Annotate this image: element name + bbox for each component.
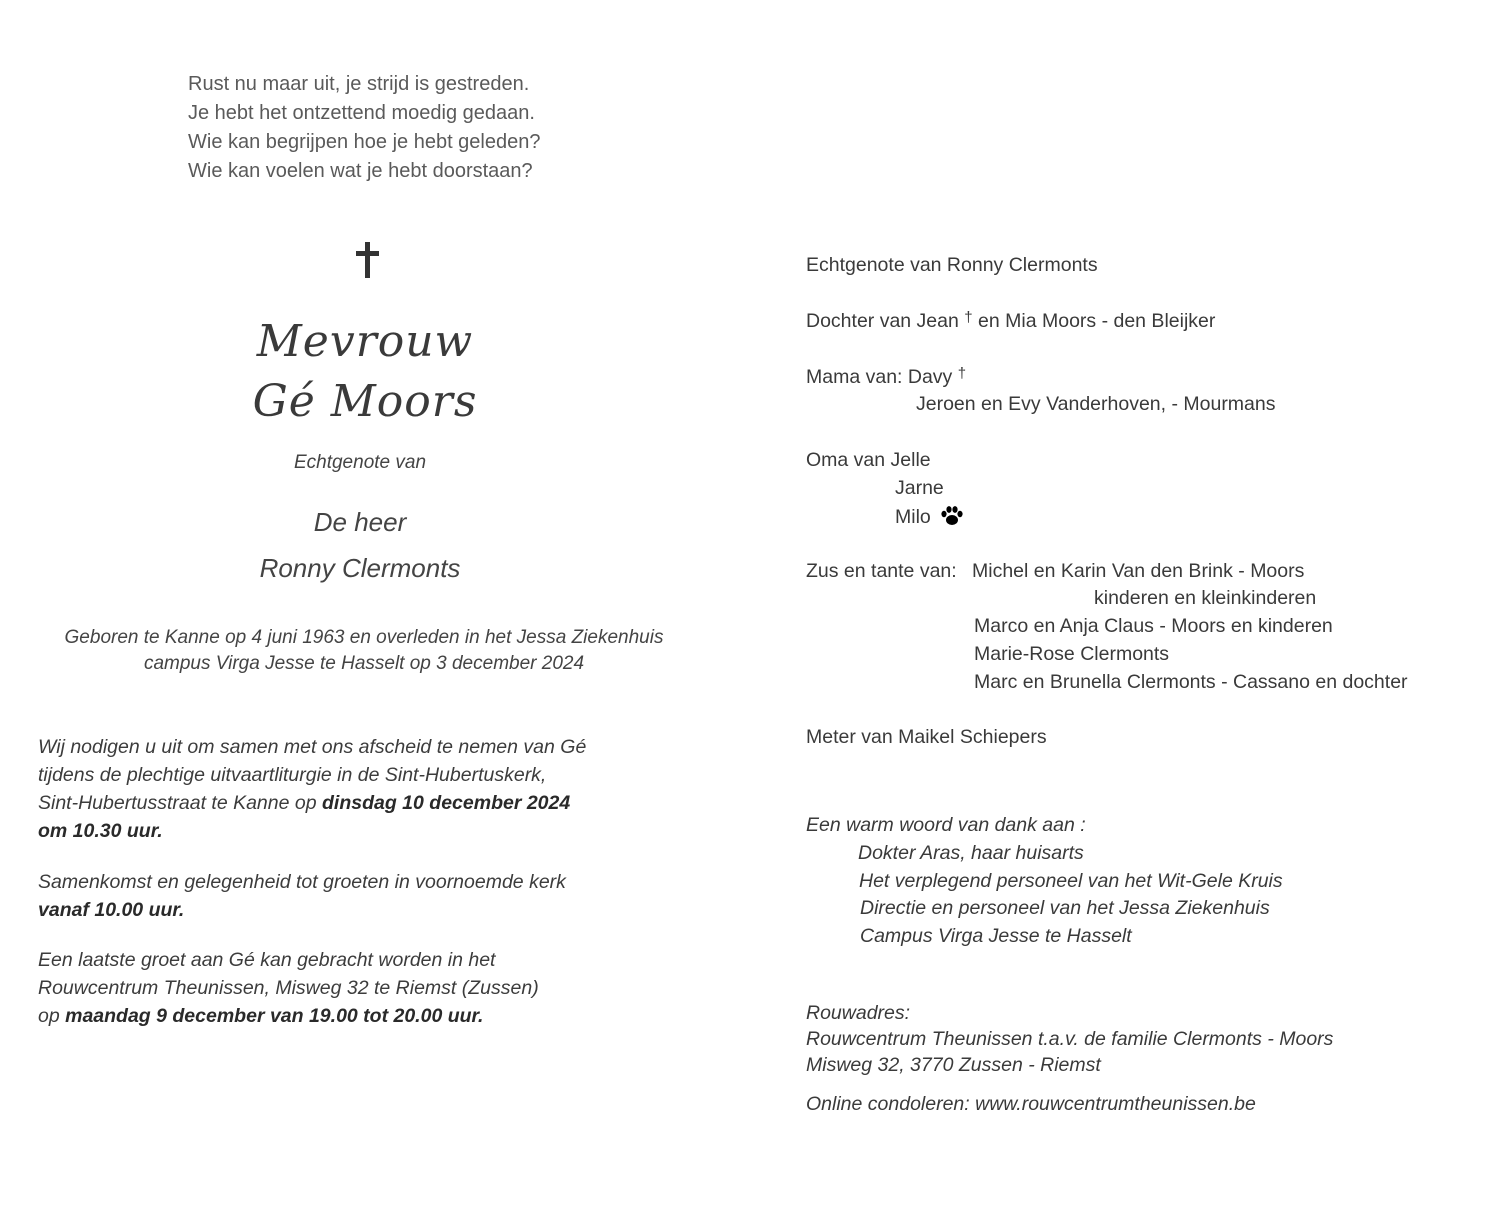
online-condolence-link[interactable]: Online condoleren: www.rouwcentrumtheunissen.be	[806, 1093, 1256, 1115]
spouse-label: Echtgenote van	[293, 452, 427, 473]
thanks-title: Een warm woord van dank aan :	[806, 814, 1086, 836]
thanks-item: Directie en personeel van het Jessa Ziekenhuis	[860, 897, 1270, 919]
viewing-line: Een laatste groet aan Gé kan gebracht worden in het	[38, 949, 496, 971]
birth-death-info	[36, 625, 692, 677]
zus-line: Michel en Karin Van den Brink - Moors	[972, 560, 1305, 582]
godmother-line: Meter van Maikel Schiepers	[806, 726, 1047, 748]
thanks-item: Het verplegend personeel van het Wit-Gele Kruis	[859, 870, 1283, 892]
poem	[188, 70, 540, 186]
dagger-icon: †	[957, 365, 967, 382]
thanks-item: Campus Virga Jesse te Hasselt	[860, 925, 1132, 947]
invitation-text: Sint-Hubertusstraat te Kanne op	[38, 792, 322, 814]
mama-text: Mama van: Davy	[806, 366, 953, 388]
gathering-info	[38, 868, 566, 924]
funeral-invitation	[38, 733, 586, 845]
invitation-line: tijdens de plechtige uitvaartliturgie in de Sint-Hubertuskerk,	[38, 764, 547, 786]
gathering-line: Samenkomst en gelegenheid tot groeten in voornoemde kerk	[38, 871, 566, 893]
funeral-time: om 10.30 uur.	[38, 820, 163, 842]
viewing-info	[38, 946, 539, 1030]
viewing-line	[38, 1002, 539, 1030]
oma-grandchild: Jarne	[895, 477, 944, 499]
born-line: campus Virga Jesse te Hasselt op 3 december 2024	[143, 653, 585, 674]
mama-of-line-2: Jeroen en Evy Vanderhoven, - Mourmans	[916, 393, 1276, 415]
deceased-title: Mevrouw	[256, 316, 474, 367]
mama-of-line	[806, 365, 966, 389]
zus-line: Marie-Rose Clermonts	[974, 643, 1170, 665]
address-line: Rouwcentrum Theunissen t.a.v. de familie Clermonts - Moors	[806, 1028, 1334, 1050]
oma-grandchild-pet	[895, 505, 964, 533]
spouse-name: Ronny Clermonts	[259, 553, 461, 583]
viewing-line: Rouwcentrum Theunissen, Misweg 32 te Riemst (Zussen)	[38, 977, 539, 999]
poem-line: Wie kan voelen wat je hebt doorstaan?	[188, 160, 533, 182]
zus-line: Marc en Brunella Clermonts - Cassano en dochter	[974, 671, 1408, 693]
pet-name: Milo	[895, 506, 931, 528]
poem-line: Wie kan begrijpen hoe je hebt geleden?	[188, 131, 541, 153]
oma-of-line: Oma van Jelle	[806, 449, 931, 471]
zus-line: kinderen en kleinkinderen	[1094, 587, 1317, 609]
viewing-text: op	[38, 1005, 66, 1027]
cross-icon	[353, 238, 383, 282]
dagger-icon: †	[964, 309, 973, 326]
born-line: Geboren te Kanne op 4 juni 1963 en overleden in het Jessa Ziekenhuis	[64, 627, 664, 648]
invitation-line	[38, 817, 586, 845]
address-line: Misweg 32, 3770 Zussen - Riemst	[806, 1054, 1101, 1076]
poem-line: Rust nu maar uit, je strijd is gestreden.	[188, 73, 530, 95]
zus-line: Marco en Anja Claus - Moors en kinderen	[974, 615, 1333, 637]
spouse-of-line: Echtgenote van Ronny Clermonts	[806, 254, 1098, 276]
invitation-line: Wij nodigen u uit om samen met ons afscheid te nemen van Gé	[38, 736, 587, 758]
address-label: Rouwadres:	[806, 1002, 911, 1024]
thanks-item: Dokter Aras, haar huisarts	[858, 842, 1084, 864]
viewing-time: maandag 9 december van 19.00 tot 20.00 uur.	[65, 1005, 484, 1027]
deceased-name: Gé Moors	[252, 376, 478, 427]
funeral-date: dinsdag 10 december 2024	[322, 792, 571, 814]
invitation-line	[38, 789, 586, 817]
spouse-title: De heer	[313, 507, 407, 537]
gathering-time: vanaf 10.00 uur.	[38, 899, 185, 921]
daughter-text: Dochter van Jean	[806, 310, 959, 332]
poem-line: Je hebt het ontzettend moedig gedaan.	[188, 102, 535, 124]
paw-icon	[940, 505, 964, 533]
daughter-text: en Mia Moors - den Bleijker	[978, 310, 1216, 332]
zus-label: Zus en tante van:	[806, 560, 957, 582]
daughter-of-line	[806, 309, 1215, 333]
gathering-line	[38, 896, 566, 924]
